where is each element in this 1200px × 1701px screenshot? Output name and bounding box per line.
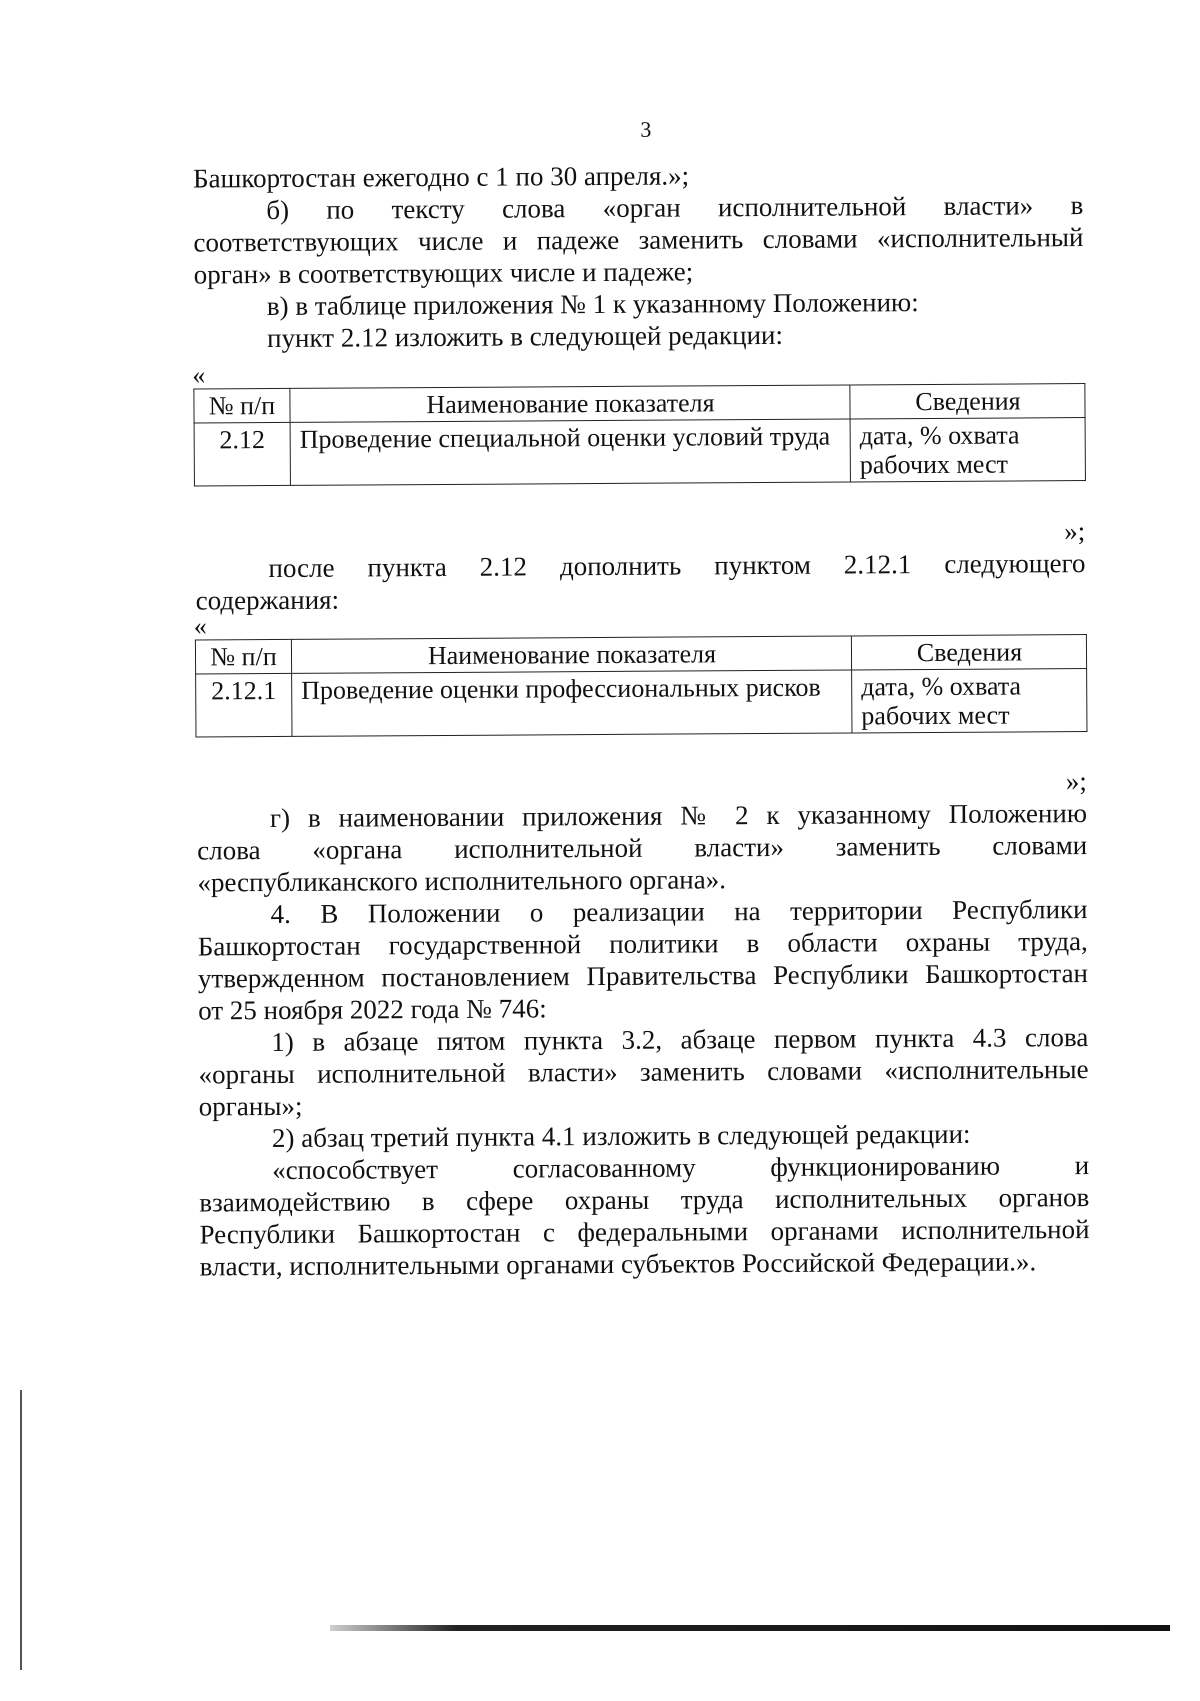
page-number: 3 [640,116,652,142]
paragraph-line: пункт 2.12 изложить в следующей редакции: [266,319,784,354]
indicator-table-1 [193,383,1086,486]
closing-quote: »; [1064,516,1086,547]
paragraph-line: 2) абзац третий пункта 4.1 изложить в следующей редакции: [271,1118,971,1154]
row-info: дата, % охвата рабочих мест [852,669,1087,733]
paragraph-line: б) по тексту слова «орган исполнительной власти» в [266,190,1084,226]
header-name: Наименование показателя [290,385,850,422]
header-name: Наименование показателя [291,636,851,673]
paragraph-line: орган» в соответствующих числе и падеже; [193,256,694,290]
scan-edge-mark [20,1390,22,1670]
row-name: Проведение оценки профессиональных рисков [292,670,852,736]
paragraph-line: взаимодействию в сфере охраны труда исполнительных органов [199,1182,1090,1218]
paragraph-line: слова «органа исполнительной власти» заменить словами [197,830,1088,866]
header-num: № п/п [194,388,290,423]
paragraph-line: после пункта 2.12 дополнить пунктом 2.12.1 следующего [268,548,1086,584]
paragraph-line: от 25 ноября 2022 года № 746: [198,993,547,1026]
paragraph-line: «республиканского исполнительного органа». [197,864,727,898]
paragraph-line: соответствующих числе и падеже заменить словами «исполнительный [193,222,1084,258]
table-row [194,418,1085,486]
row-name: Проведение специальной оценки условий труда [290,419,850,485]
paragraph-line: «способствует согласованному функционированию и [272,1150,1090,1186]
table-header-row [194,384,1085,423]
paragraph-line: в) в таблице приложения № 1 к указанному Положению: [266,287,919,322]
indicator-table-2 [195,634,1088,737]
opening-quote: « [193,611,207,641]
paragraph-line: г) в наименовании приложения № 2 к указанному Положению [269,798,1088,834]
row-num: 2.12 [194,422,290,486]
paragraph-line: Башкортостан государственной политики в области охраны труда, [197,926,1088,962]
opening-quote: « [192,360,206,390]
row-num: 2.12.1 [196,673,292,737]
table-row [196,669,1087,737]
header-num: № п/п [195,639,291,674]
header-info: Сведения [850,384,1085,419]
scan-footer-line [330,1625,1170,1631]
paragraph-line: 1) в абзаце пятом пункта 3.2, абзаце первом пункта 4.3 слова [271,1022,1089,1058]
paragraph-line: содержания: [195,584,340,616]
paragraph-line: утвержденном постановлением Правительства Республики Башкортостан [197,958,1089,994]
header-info: Сведения [851,635,1086,670]
paragraph-line: власти, исполнительными органами субъектов Российской Федерации.». [199,1246,1037,1282]
table-header-row [195,635,1086,674]
row-info: дата, % охвата рабочих мест [850,418,1085,482]
paragraph-line: органы»; [198,1090,303,1122]
paragraph-line: Республики Башкортостан с федеральными органами исполнительной [199,1214,1090,1250]
closing-quote: »; [1065,766,1087,797]
paragraph-line: «органы исполнительной власти» заменить словами «исполнительные [198,1054,1089,1090]
paragraph-line: 4. В Положении о реализации на территории Республики [270,894,1088,930]
paragraph-line: Башкортостан ежегодно с 1 по 30 апреля.»; [192,160,690,194]
